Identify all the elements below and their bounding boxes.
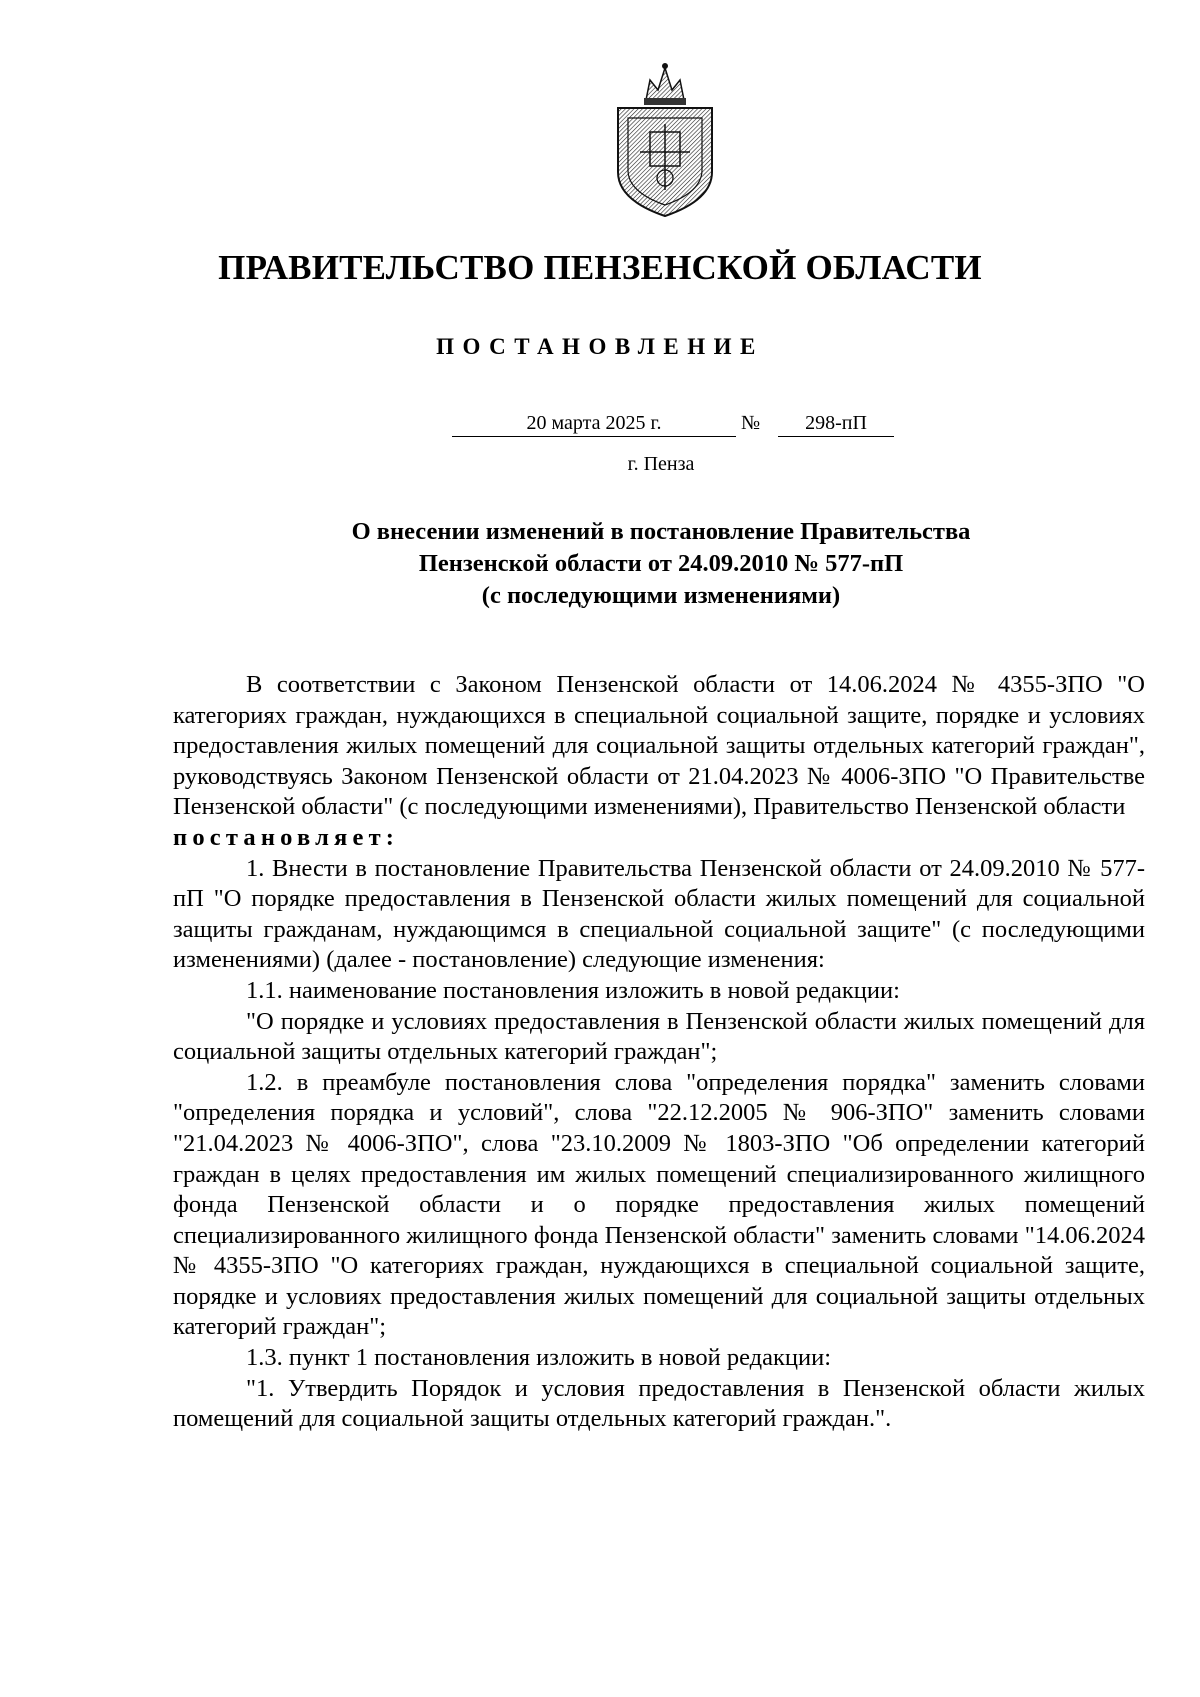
heading-line: (с последующими изменениями) [481,582,841,609]
document-heading [0,516,1200,612]
preamble-paragraph: В соответствии с Законом Пензенской области от 14.06.2024 № 4355-ЗПО "О категориях граждан, нуждающихся в специальной социальной защите, порядке и условиях предоставления жилых помещений для социальной защиты отдельных категорий граждан", руководствуясь Законом Пензенской области от 21.04.2023 № 4006-ЗПО "О Правительстве Пензенской области" (с последующими изменениями), Правительство Пензенской области [173,671,1145,821]
body-paragraph: 1.1. наименование постановления изложить в новой редакции: [246,976,900,1004]
decree-word: постановляет: [173,823,400,851]
number-sign: № [741,412,761,434]
body-paragraph: "1. Утвердить Порядок и условия предоставления в Пензенской области жилых помещений для социальной защиты отдельных категорий граждан.". [173,1374,1145,1433]
document-body [173,670,1145,1435]
decree-paragraph [173,823,1145,854]
body-paragraph: 1.3. пункт 1 постановления изложить в новой редакции: [246,1344,832,1372]
heading-line: О внесении изменений в постановление Правительства [351,518,971,545]
body-paragraph: 1.2. в преамбуле постановления слова "определения порядка" заменить словами "определения порядка и условий", слова "22.12.2005 № 906-ЗПО" заменить словами "21.04.2023 № 4006-ЗПО", слова "23.10.2009 № 1803-ЗПО "Об определении категорий граждан в целях предоставления им жилых помещений специализированного жилищного фонда Пензенской области и о порядке предоставления жилых помещений специализированного жилищного фонда Пензенской области" заменить словами "14.06.2024 № 4355-ЗПО "О категориях граждан, нуждающихся в специальной социальной защите, порядке и условиях предоставления жилых помещений для социальной защиты отдельных категорий граждан"; [173,1068,1145,1341]
document-number: 298-пП [778,410,894,437]
body-paragraph: 1. Внести в постановление Правительства Пензенской области от 24.09.2010 № 577-пП "О порядке предоставления в Пензенской области жилых помещений для социальной защиты гражданам, нуждающимся в специальной социальной защите" (с последующими изменениями) (далее - постановление) следующие изменения: [173,854,1145,974]
document-city: г. Пенза [627,453,695,475]
government-title: ПРАВИТЕЛЬСТВО ПЕНЗЕНСКОЙ ОБЛАСТИ [218,248,982,287]
coat-of-arms-penza-region-icon [606,60,724,220]
body-paragraph: "О порядке и условиях предоставления в Пензенской области жилых помещений для социальной защиты отдельных категорий граждан"; [173,1007,1145,1066]
document-date: 20 марта 2025 г. [452,410,736,437]
document-type: ПОСТАНОВЛЕНИЕ [436,334,764,359]
heading-line: Пензенской области от 24.09.2010 № 577-пП [418,550,904,577]
